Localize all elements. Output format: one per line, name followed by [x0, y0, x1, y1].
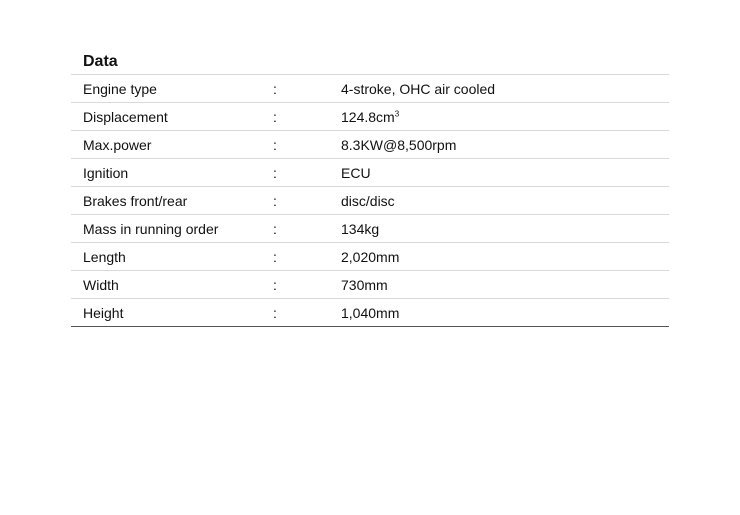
spec-separator: : [273, 299, 341, 327]
spec-value: 8.3KW@8,500rpm [341, 131, 669, 159]
spec-separator: : [273, 243, 341, 271]
spec-separator: : [273, 75, 341, 103]
spec-row-height [71, 299, 669, 327]
spec-value: ECU [341, 159, 669, 187]
spec-row-max-power [71, 131, 669, 159]
spec-value: 730mm [341, 271, 669, 299]
spec-row-brakes [71, 187, 669, 215]
spec-label: Engine type [71, 75, 273, 103]
spec-separator: : [273, 159, 341, 187]
spec-value: 4-stroke, OHC air cooled [341, 75, 669, 103]
spec-label: Length [71, 243, 273, 271]
spec-row-length [71, 243, 669, 271]
spec-value: 1,040mm [341, 299, 669, 327]
spec-row-ignition [71, 159, 669, 187]
spec-value-cell [341, 103, 669, 131]
spec-value: disc/disc [341, 187, 669, 215]
spec-row-engine-type [71, 75, 669, 103]
spec-label: Brakes front/rear [71, 187, 273, 215]
spec-label: Ignition [71, 159, 273, 187]
spec-separator: : [273, 187, 341, 215]
section-title: Data [71, 52, 669, 75]
spec-separator: : [273, 215, 341, 243]
spec-row-mass [71, 215, 669, 243]
spec-separator: : [273, 131, 341, 159]
spec-value: 2,020mm [341, 243, 669, 271]
spec-label: Max.power [71, 131, 273, 159]
spec-value: 134kg [341, 215, 669, 243]
spec-separator: : [273, 103, 341, 131]
spec-label: Width [71, 271, 273, 299]
spec-table [71, 75, 669, 327]
spec-row-displacement [71, 103, 669, 131]
spec-label: Height [71, 299, 273, 327]
spec-separator: : [273, 271, 341, 299]
spec-row-width [71, 271, 669, 299]
spec-value-superscript: 3 [394, 108, 400, 118]
spec-label: Mass in running order [71, 215, 273, 243]
spec-value: 124.8cm [341, 108, 395, 125]
spec-section [71, 52, 669, 327]
spec-label: Displacement [71, 103, 273, 131]
